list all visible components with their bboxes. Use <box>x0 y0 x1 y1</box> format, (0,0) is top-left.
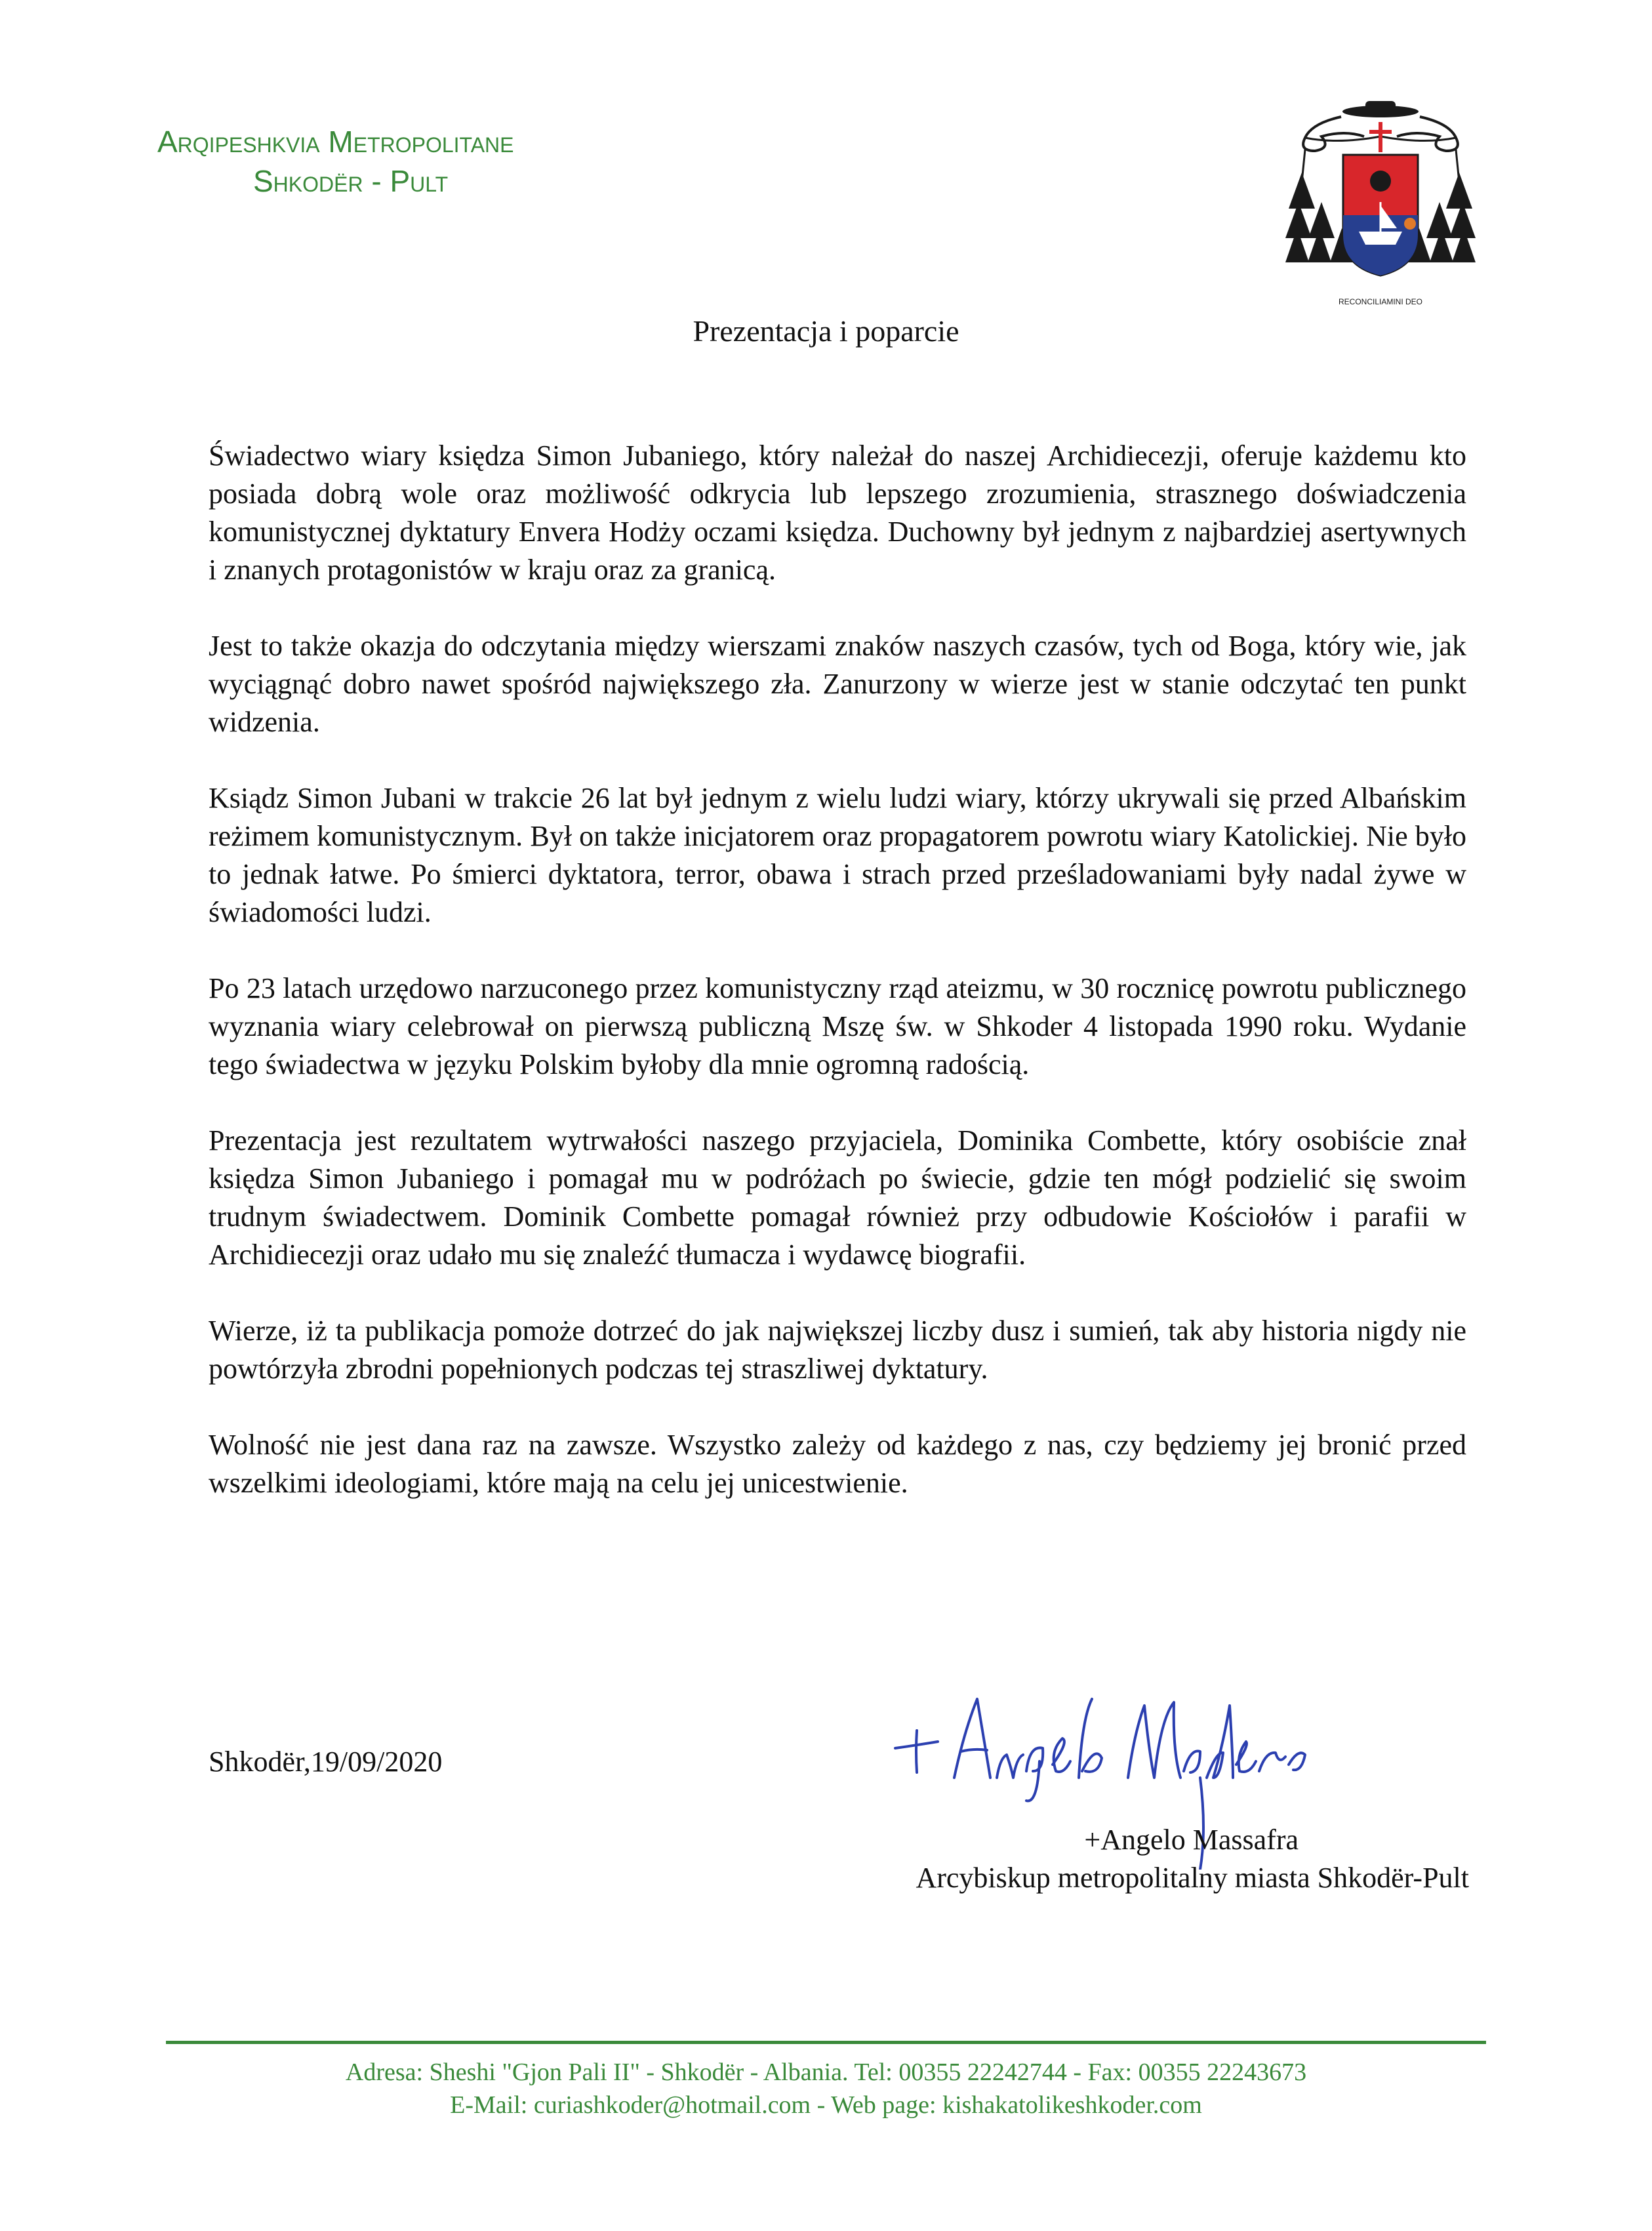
letterhead-line-1: Arqipeshkvia Metropolitane <box>157 125 514 159</box>
paragraph-6: Wierze, iż ta publikacja pomoże dotrzeć do jak największej liczby dusz i sumień, tak aby historia nigdy nie powtórzyła zbrodni popełnionych podczas tej straszliwej dyktatury. <box>209 1315 1466 1385</box>
crest-motto: RECONCILIAMINI DEO <box>1338 297 1423 306</box>
signature-text: + Angelo Massafra <box>918 1856 923 1857</box>
signer-role: Arcybiskup metropolitalny miasta Shkodër-Pult <box>916 1862 1469 1894</box>
signer-name: +Angelo Massafra <box>1084 1824 1299 1856</box>
footer-divider <box>166 2041 1486 2044</box>
paragraph-3: Ksiądz Simon Jubani w trakcie 26 lat był jednym z wielu ludzi wiary, którzy ukrywali się przed Albańskim reżimem komunistycznym. Był on także inicjatorem oraz propagatorem powrotu wiary Katolickiej. Nie było to jednak łatwe. Po śmierci dyktatora, terror, obawa i strach przed prześladowaniami były nadal żywe w świadomości ludzi. <box>209 782 1466 928</box>
footer-address: Adresa: Sheshi "Gjon Pali II" - Shkodër - Albania. Tel: 00355 22242744 - Fax: 00355 22243673 <box>345 2058 1307 2086</box>
letterhead-line-2: Shkodër - Pult <box>253 164 449 198</box>
place-and-date: Shkodër,19/09/2020 <box>209 1746 443 1778</box>
paragraph-1: Świadectwo wiary księdza Simon Jubaniego, który należał do naszej Archidiecezji, oferuje każdemu kto posiada dobrą wole oraz możliwość odkrycia lub lepszego zrozumienia, strasznego doświadczenia komunistycznej dyktatury Envera Hodży oczami księdza. Duchowny był jednym z najbardziej asertywnych i znanych protagonistów w kraju oraz za granicą. <box>209 440 1466 586</box>
footer-contact: E-Mail: curiashkoder@hotmail.com - Web page: kishakatolikeshkoder.com <box>450 2091 1202 2119</box>
paragraph-7: Wolność nie jest dana raz na zawsze. Wszystko zależy od każdego z nas, czy będziemy jej bronić przed wszelkimi ideologiami, które mają na celu jej unicestwienie. <box>209 1429 1466 1499</box>
signer-block <box>916 1821 1469 1897</box>
paragraph-2: Jest to także okazja do odczytania między wierszami znaków naszych czasów, tych od Boga, który wie, jak wyciągnąć dobro nawet spośród największego zła. Zanurzony w wierze jest w stanie odczytać ten punkt widzenia. <box>209 630 1466 738</box>
paragraph-5: Prezentacja jest rezultatem wytrwałości naszego przyjaciela, Dominika Combette, który osobiście znał księdza Simon Jubaniego i pomagał mu w podróżach po świecie, gdzie ten mógł podzielić się swoim trudnym świadectwem. Dominik Combette pomagał również przy odbudowie Kościołów i parafii w Archidiecezji oraz udało mu się znaleźć tłumacza i wydawcę biografii. <box>209 1124 1466 1271</box>
document-title: Prezentacja i poparcie <box>693 314 959 348</box>
paragraph-4: Po 23 latach urzędowo narzuconego przez komunistyczny rząd ateizmu, w 30 rocznicę powrotu publicznego wyznania wiary celebrował on pierwszą publiczną Mszę św. w Shkoder 4 listopada 1990 roku. Wydanie tego świadectwa w języku Polskim byłoby dla mnie ogromną radością. <box>209 972 1466 1080</box>
archbishop-coat-of-arms <box>1285 97 1476 308</box>
footer <box>0 2056 1652 2121</box>
letterhead <box>157 122 514 201</box>
letter-body <box>209 437 1466 1540</box>
